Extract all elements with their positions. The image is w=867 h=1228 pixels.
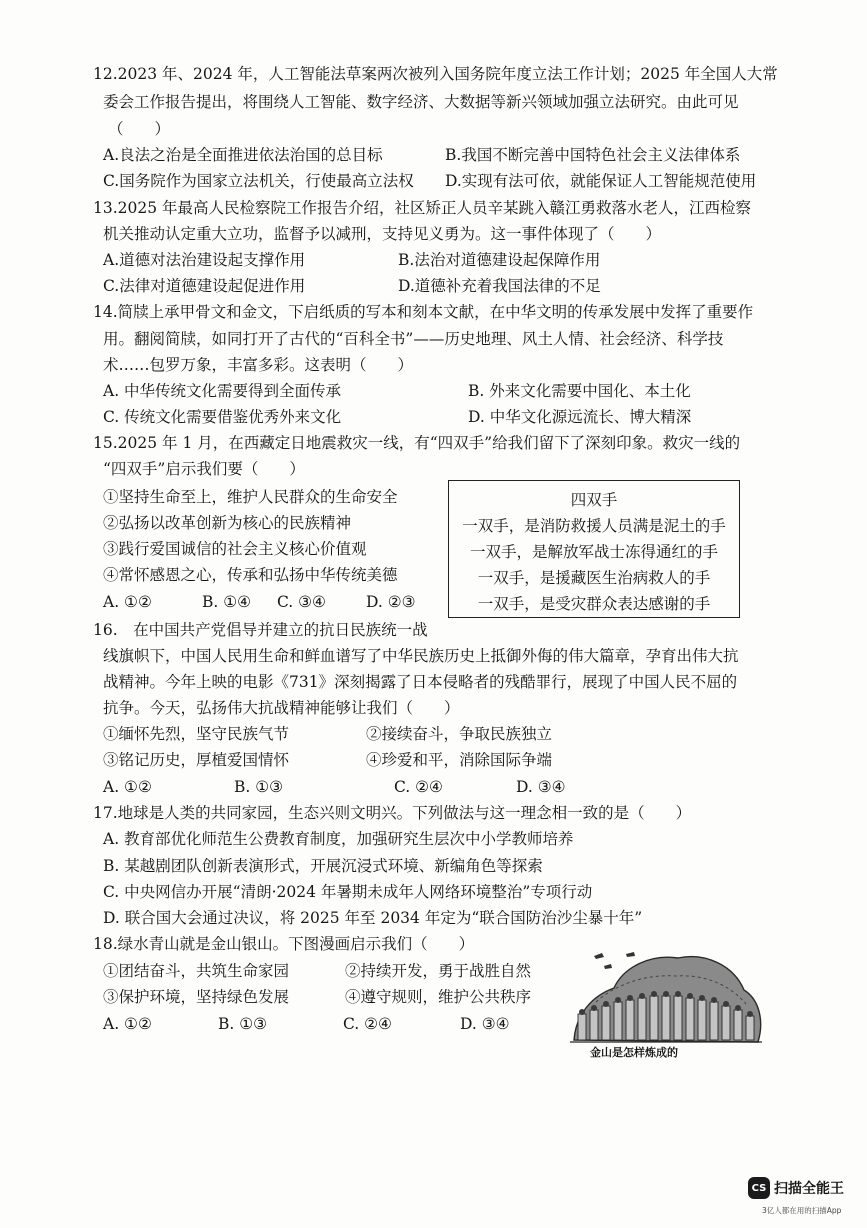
q16-option-c: C. ②④: [394, 778, 443, 796]
q15-statement-1: ①坚持生命至上，维护人民群众的生命安全: [103, 488, 398, 506]
q15-stem-line1: 15.2025 年 1 月，在西藏定日地震救灾一线，有“四双手”给我们留下了深刻印象。救灾一线的: [93, 434, 741, 452]
q15-box-line-2: 一双手，是解放军战士冻得通红的手: [469, 543, 718, 561]
watermark-app-name: 扫描全能王: [774, 1181, 844, 1197]
q12-stem-line2: 委会工作报告提出，将围绕人工智能、数字经济、大数据等新兴领域加强立法研究。由此可见: [103, 93, 739, 111]
q15-stem-line2: “四双手”启示我们要（ ）: [103, 460, 305, 478]
q14-stem-line1: 14.简牍上承甲骨文和金文，下启纸质的写本和刻本文献，在中华文明的传承发展中发挥了重要作: [93, 303, 754, 321]
q14-option-d: D. 中华文化源远流长、博大精深: [468, 408, 692, 426]
q15-option-d: D. ②③: [366, 593, 416, 611]
q17-option-d: D. 联合国大会通过决议，将 2025 年至 2034 年定为“联合国防治沙尘暴十年”: [103, 909, 643, 927]
q16-stem-line2: 线旗帜下，中国人民用生命和鲜血谱写了中华民族历史上抵御外侮的伟大篇章，孕育出伟大抗: [103, 647, 739, 665]
q18-statement-2: ②持续开发，勇于战胜自然: [345, 962, 532, 980]
q12-option-d: D.实现有法可依，就能保证人工智能规范使用: [445, 172, 757, 190]
q18-option-b: B. ①③: [218, 1015, 268, 1033]
q18-statement-4: ④遵守规则，维护公共秩序: [345, 988, 532, 1006]
q13-option-c: C.法律对道德建设起促进作用: [103, 277, 306, 295]
q16-option-b: B. ①③: [234, 778, 284, 796]
q15-option-c: C. ③④: [277, 593, 326, 611]
q13-option-d: D.道德补充着我国法律的不足: [398, 277, 601, 295]
q13-stem-line1: 13.2025 年最高人民检察院工作报告介绍，社区矫正人员辛某跳入赣江勇救落水老人，江西检察: [93, 199, 752, 217]
q16-stem-line4: 抗争。今天，弘扬伟大抗战精神能够让我们（ ）: [103, 699, 460, 717]
q16-option-d: D. ③④: [516, 778, 566, 796]
q18-stem-line1: 18.绿水青山就是金山银山。下图漫画启示我们（ ）: [93, 935, 475, 953]
camscanner-logo-icon: CS: [748, 1177, 770, 1199]
q18-option-c: C. ②④: [343, 1015, 392, 1033]
q16-statement-2: ②接续奋斗，争取民族独立: [366, 725, 553, 743]
q14-option-b: B. 外来文化需要中国化、本土化: [468, 382, 691, 400]
q15-statement-2: ②弘扬以改革创新为核心的民族精神: [103, 514, 352, 532]
q17-option-c: C. 中央网信办开展“清朗·2024 年暑期未成年人网络环境整治”专项行动: [103, 883, 593, 901]
q16-statement-3: ③铭记历史，厚植爱国情怀: [103, 751, 290, 769]
q16-stem-line1: 16. 在中国共产党倡导并建立的抗日民族统一战: [93, 621, 428, 639]
q14-stem-line3: 术……包罗万象，丰富多彩。这表明（ ）: [103, 356, 414, 374]
q18-option-a: A. ①②: [103, 1015, 152, 1033]
q18-statement-1: ①团结奋斗，共筑生命家园: [103, 962, 290, 980]
q15-option-b: B. ①④: [202, 593, 252, 611]
q15-box-line-1: 一双手，是消防救援人员满是泥土的手: [462, 517, 726, 535]
q16-option-a: A. ①②: [103, 778, 152, 796]
q14-stem-line2: 用。翻阅简牍，如同打开了古代的“百科全书”——历史地理、风土人情、社会经济、科学技: [103, 330, 724, 348]
q13-stem-line2: 机关推动认定重大立功，监督予以减刑，支持见义勇为。这一事件体现了（ ）: [103, 225, 662, 243]
q18-option-d: D. ③④: [460, 1015, 510, 1033]
cartoon-caption: 金山是怎样炼成的: [590, 1046, 678, 1059]
q17-option-a: A. 教育部优化师范生公费教育制度，加强研究生层次中小学教师培养: [103, 830, 574, 848]
q13-option-a: A.道德对法治建设起支撑作用: [103, 251, 306, 269]
q15-box-line-4: 一双手，是受灾群众表达感谢的手: [477, 595, 711, 613]
q13-option-b: B.法治对道德建设起保障作用: [398, 251, 601, 269]
q17-stem-line1: 17.地球是人类的共同家园，生态兴则文明兴。下列做法与这一理念相一致的是（ ）: [93, 804, 692, 822]
q15-material-box: [448, 480, 740, 618]
q12-option-a: A.良法之治是全面推进依法治国的总目标: [103, 146, 383, 164]
watermark-tagline: 3亿人都在用的扫描App: [762, 1206, 842, 1215]
q12-answer-paren: （ ）: [108, 120, 171, 138]
q12-option-b: B.我国不断完善中国特色社会主义法律体系: [445, 146, 741, 164]
scanner-watermark: [748, 1177, 858, 1221]
q14-option-c: C. 传统文化需要借鉴优秀外来文化: [103, 408, 342, 426]
q15-option-a: A. ①②: [103, 593, 152, 611]
q16-statement-1: ①缅怀先烈，坚守民族气节: [103, 725, 290, 743]
q16-statement-4: ④珍爱和平，消除国际争端: [366, 751, 553, 769]
q12-stem-line1: 12.2023 年、2024 年，人工智能法草案两次被列入国务院年度立法工作计划；2025 年全国人大常: [93, 65, 778, 83]
q14-option-a: A. 中华传统文化需要得到全面传承: [103, 382, 342, 400]
q12-option-c: C.国务院作为国家立法机关，行使最高立法权: [103, 172, 414, 190]
q15-box-title: 四双手: [570, 491, 618, 509]
q15-box-line-3: 一双手，是援藏医生治病救人的手: [477, 569, 711, 587]
q15-statement-4: ④常怀感恩之心，传承和弘扬中华传统美德: [103, 566, 398, 584]
q15-statement-3: ③践行爱国诚信的社会主义核心价值观: [103, 540, 367, 558]
q18-statement-3: ③保护环境，坚持绿色发展: [103, 988, 290, 1006]
q16-stem-line3: 战精神。今年上映的电影《731》深刻揭露了日本侵略者的残酷罪行，展现了中国人民不屈的: [103, 673, 738, 691]
q17-option-b: B. 某越剧团队创新表演形式，开展沉浸式环境、新编角色等探索: [103, 857, 543, 875]
